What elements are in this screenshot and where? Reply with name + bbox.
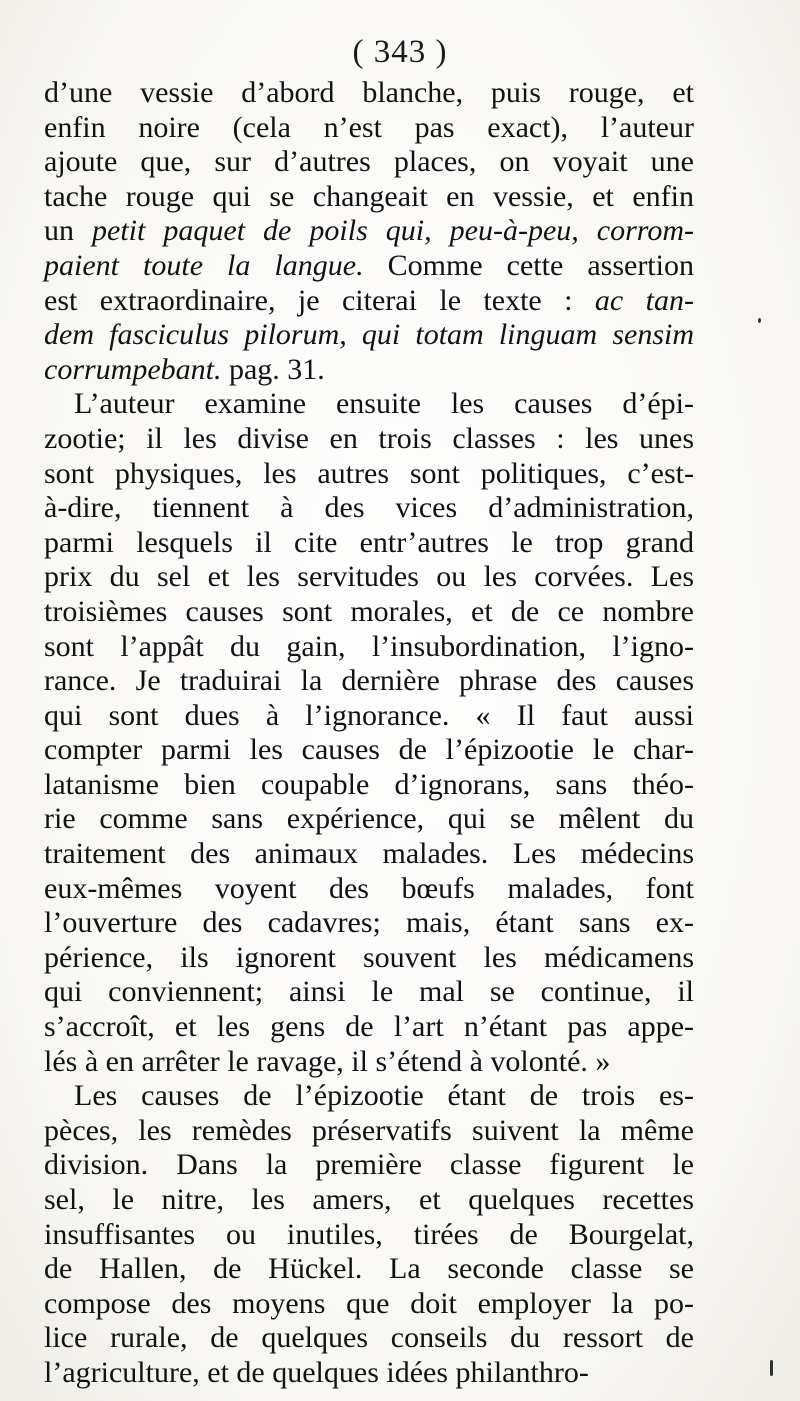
text-run: Comme cette assertion [363,248,694,282]
text-line [44,872,694,907]
text-run: division. Dans la première classe figurent le [44,1148,694,1182]
text-run: ajoute que, sur d’autres places, on voyait une [44,145,694,179]
text-line [44,630,694,665]
italic-text: ac tan- [594,283,694,317]
text-line [44,526,694,561]
text-run: l’agriculture, et de quelques idées philanthro- [44,1355,589,1389]
text-run: qui conviennent; ainsi le mal se continue, il [44,975,694,1009]
text-line [44,837,694,872]
text-line [44,1287,694,1322]
text-run: parmi lesquels il cite entr’autres le trop grand [44,525,694,559]
text-line [44,1321,694,1356]
text-line [44,1114,694,1149]
text-line [44,422,694,457]
text-line [44,802,694,837]
text-run: latanisme bien coupable d’ignorans, sans théo- [44,767,694,801]
text-run: enfin noire (cela n’est pas exact), l’auteur [44,110,694,144]
italic-text: petit paquet de poils qui, peu-à-peu, corrom- [92,214,694,248]
text-run: pag. 31. [221,352,325,386]
text-line [44,699,694,734]
text-line [44,595,694,630]
text-run: zootie; il les divise en trois classes : les unes [44,421,694,455]
text-line [44,76,694,111]
text-run: l’ouverture des cadavres; mais, étant sans ex- [44,906,694,940]
text-line [44,1045,694,1080]
text-line [44,318,694,353]
paragraph [44,1079,694,1390]
text-run: traitement des animaux malades. Les médecins [44,837,694,871]
text-line [44,111,694,146]
text-line [44,1218,694,1253]
text-line [44,768,694,803]
text-run: à-dire, tiennent à des vices d’administration, [44,491,694,525]
text-line [44,249,694,284]
text-line [44,387,694,422]
text-line [44,491,694,526]
text-run: lés à en arrêter le ravage, il s’étend à volonté. » [44,1044,611,1078]
text-run: rance. Je traduirai la dernière phrase des causes [44,664,694,698]
text-line [44,906,694,941]
text-line [44,457,694,492]
text-run: sont physiques, les autres sont politiques, c’est- [44,456,694,490]
italic-text: dem fasciculus pilorum, qui totam linguam sensim [44,318,694,352]
text-line [44,560,694,595]
text-run: insuffisantes ou inutiles, tirées de Bourgelat, [44,1217,694,1251]
text-run: lice rurale, de quelques conseils du ressort de [44,1321,694,1355]
text-line [44,941,694,976]
text-line [44,284,694,319]
text-line [44,1183,694,1218]
text-line [44,180,694,215]
text-line [44,353,694,388]
italic-text: corrumpebant. [44,352,222,386]
text-run: s’accroît, et les gens de l’art n’étant pas appe- [44,1010,694,1044]
text-run: d’une vessie d’abord blanche, puis rouge, et [44,76,694,109]
text-line [44,1148,694,1183]
text-line [44,1356,694,1391]
text-line [44,214,694,249]
text-line [44,975,694,1010]
text-run: L’auteur examine ensuite les causes d’épi- [74,387,694,421]
text-run: compose des moyens que doit employer la po- [44,1286,694,1320]
text-line [44,733,694,768]
text-run: Les causes de l’épizootie étant de trois es- [74,1079,694,1113]
paragraph [44,387,694,1079]
text-run: rie comme sans expérience, qui se mêlent du [44,802,694,836]
text-line [44,664,694,699]
text-line [44,1079,694,1114]
text-run: troisièmes causes sont morales, et de ce nombre [44,594,694,628]
text-run: tache rouge qui se changeait en vessie, et enfin [44,179,694,213]
text-run: un [44,214,93,248]
page-number: ( 343 ) [352,34,448,70]
italic-text: paient toute la langue. [44,248,364,282]
ink-speck [770,1360,773,1376]
ink-speck [758,318,761,323]
text-run: compter parmi les causes de l’épizootie le char- [44,733,694,767]
text-run: de Hallen, de Hückel. La seconde classe se [44,1252,694,1286]
paragraph [44,76,694,387]
body-text [44,76,694,1391]
text-run: sel, le nitre, les amers, et quelques recettes [44,1183,694,1216]
text-run: est extraordinaire, je citerai le texte : [44,283,595,317]
text-line [44,145,694,180]
text-run: périence, ils ignorent souvent les médicamens [44,940,694,974]
text-run: eux-mêmes voyent des bœufs malades, font [44,871,694,905]
text-run: prix du sel et les servitudes ou les corvées. Les [44,560,694,594]
text-run: sont l’appât du gain, l’insubordination, l’igno- [44,629,694,663]
text-line [44,1252,694,1287]
text-line [44,1010,694,1045]
text-run: qui sont dues à l’ignorance. « Il faut aussi [44,698,694,732]
text-run: pèces, les remèdes préservatifs suivent la même [44,1113,694,1147]
